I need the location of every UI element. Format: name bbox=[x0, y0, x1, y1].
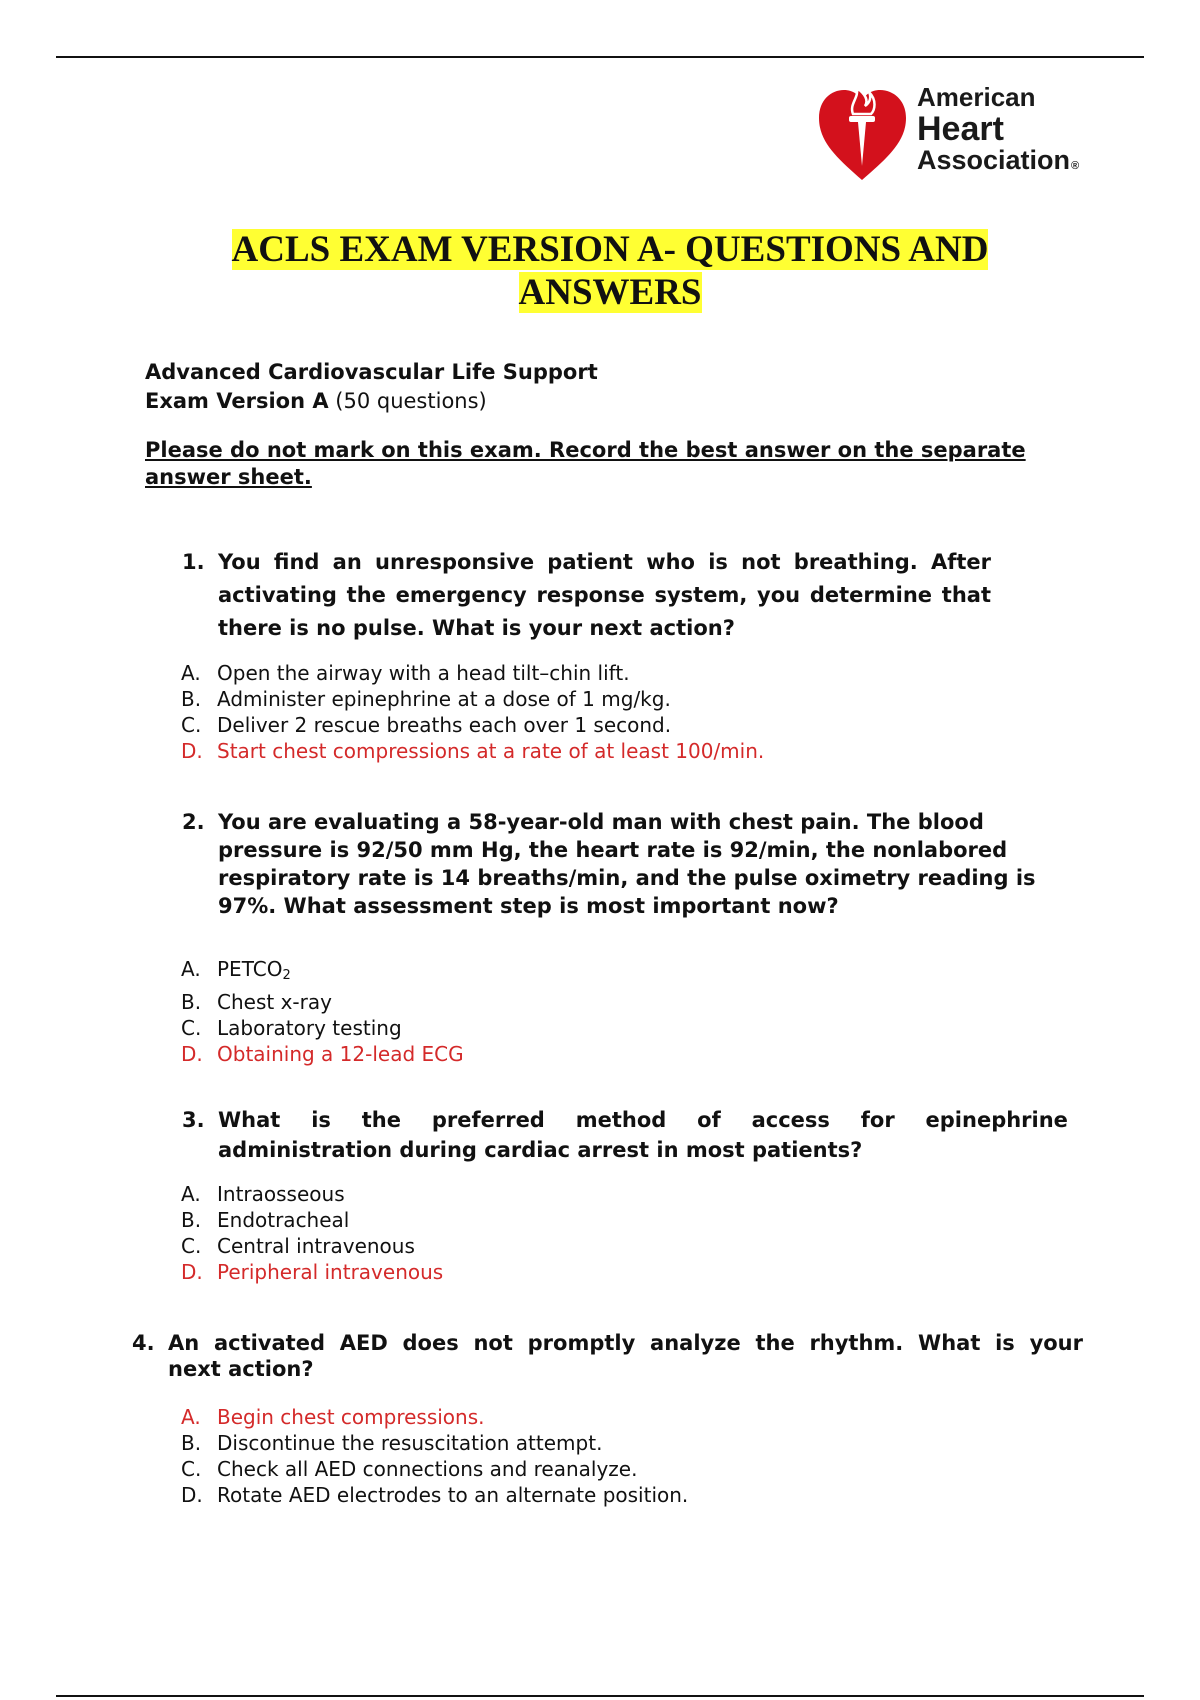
subtitle-version bbox=[145, 387, 598, 416]
option-letter: D. bbox=[181, 1260, 203, 1284]
word: An bbox=[168, 1331, 200, 1355]
option-letter: C. bbox=[181, 713, 202, 737]
option-text: Obtaining a 12-lead ECG bbox=[217, 1042, 464, 1066]
logo-association-text: Association bbox=[917, 145, 1071, 175]
aha-logo bbox=[815, 70, 1095, 185]
option-b bbox=[181, 989, 464, 1015]
word: does bbox=[402, 1331, 459, 1355]
registered-mark: ® bbox=[1071, 160, 1080, 172]
question-2 bbox=[182, 808, 1048, 920]
option-a bbox=[181, 1181, 443, 1207]
option-letter: A. bbox=[181, 1405, 201, 1429]
option-text: Discontinue the resuscitation attempt. bbox=[217, 1431, 603, 1455]
option-d-correct bbox=[181, 738, 764, 764]
option-a bbox=[181, 660, 764, 686]
question-4 bbox=[132, 1330, 1083, 1382]
option-text: Central intravenous bbox=[217, 1234, 415, 1258]
option-subscript: 2 bbox=[282, 968, 291, 983]
word: your bbox=[1029, 1331, 1083, 1355]
question-3-options bbox=[181, 1181, 443, 1285]
option-text: Open the airway with a head tilt–chin lift. bbox=[217, 661, 630, 685]
word: activated bbox=[213, 1331, 325, 1355]
option-letter: D. bbox=[181, 739, 203, 763]
option-text: Begin chest compressions. bbox=[217, 1405, 485, 1429]
question-4-options bbox=[181, 1404, 688, 1508]
option-text: Rotate AED electrodes to an alternate position. bbox=[217, 1483, 689, 1507]
question-number: 1. bbox=[182, 550, 205, 574]
option-text: Administer epinephrine at a dose of 1 mg/kg. bbox=[217, 687, 671, 711]
option-d-correct bbox=[181, 1041, 464, 1067]
option-letter: B. bbox=[181, 1431, 202, 1455]
option-b bbox=[181, 1430, 688, 1456]
question-text-line-1 bbox=[168, 1330, 1083, 1356]
option-text: Laboratory testing bbox=[217, 1016, 402, 1040]
question-1-options bbox=[181, 660, 764, 764]
word: analyze bbox=[650, 1331, 741, 1355]
logo-line-heart: Heart bbox=[917, 110, 1004, 148]
bottom-rule bbox=[56, 1695, 1144, 1697]
option-letter: D. bbox=[181, 1042, 203, 1066]
option-c bbox=[181, 712, 764, 738]
logo-line-american: American bbox=[917, 82, 1036, 112]
option-text: PETCO bbox=[217, 957, 283, 981]
option-text: Intraosseous bbox=[217, 1182, 345, 1206]
word: promptly bbox=[527, 1331, 636, 1355]
option-d bbox=[181, 1482, 688, 1508]
word: AED bbox=[339, 1331, 388, 1355]
word: What bbox=[218, 1108, 281, 1132]
option-letter: A. bbox=[181, 661, 201, 685]
word: access bbox=[751, 1108, 830, 1132]
option-c bbox=[181, 1456, 688, 1482]
word: for bbox=[860, 1108, 895, 1132]
word: is bbox=[311, 1108, 331, 1132]
question-text: You are evaluating a 58-year-old man with chest pain. The blood pressure is 92/50 mm Hg, the heart rate is 92/min, the nonlabored respiratory rate is 14 breaths/min, and the pulse oximetry reading is 97%. What assessment step is most important now? bbox=[218, 810, 1036, 918]
subtitle-course: Advanced Cardiovascular Life Support bbox=[145, 360, 598, 384]
option-letter: D. bbox=[181, 1483, 203, 1507]
option-text: Check all AED connections and reanalyze. bbox=[217, 1457, 638, 1481]
option-a bbox=[181, 956, 464, 989]
question-number: 4. bbox=[132, 1331, 155, 1355]
word: not bbox=[473, 1331, 513, 1355]
word: of bbox=[697, 1108, 721, 1132]
word: the bbox=[755, 1331, 795, 1355]
word: method bbox=[575, 1108, 667, 1132]
option-letter: B. bbox=[181, 687, 202, 711]
option-b bbox=[181, 1207, 443, 1233]
title-line-1: ACLS EXAM VERSION A- QUESTIONS AND bbox=[231, 229, 989, 270]
question-text-line-2: administration during cardiac arrest in most patients? bbox=[218, 1138, 863, 1162]
word: is bbox=[995, 1331, 1015, 1355]
word: rhythm. bbox=[809, 1331, 904, 1355]
question-text-line-1 bbox=[218, 1105, 1068, 1135]
option-text: Chest x-ray bbox=[217, 990, 332, 1014]
option-text: Peripheral intravenous bbox=[217, 1260, 444, 1284]
option-letter: C. bbox=[181, 1016, 202, 1040]
subtitle-question-count: (50 questions) bbox=[328, 389, 487, 413]
word: epinephrine bbox=[925, 1108, 1068, 1132]
title-line-2: ANSWERS bbox=[518, 272, 702, 313]
option-letter: C. bbox=[181, 1234, 202, 1258]
word: the bbox=[361, 1108, 401, 1132]
option-letter: A. bbox=[181, 957, 201, 981]
question-3 bbox=[182, 1105, 1068, 1165]
option-letter: B. bbox=[181, 990, 202, 1014]
option-text: Start chest compressions at a rate of at least 100/min. bbox=[217, 739, 765, 763]
word: What bbox=[918, 1331, 981, 1355]
word: preferred bbox=[431, 1108, 545, 1132]
subtitle-version-label: Exam Version A bbox=[145, 389, 329, 413]
top-rule bbox=[56, 56, 1144, 58]
question-text: You find an unresponsive patient who is not breathing. After activating the emergency response system, you determine that there is no pulse. What is your next action? bbox=[218, 550, 991, 640]
question-number: 3. bbox=[182, 1108, 205, 1132]
option-a-correct bbox=[181, 1404, 688, 1430]
option-c bbox=[181, 1233, 443, 1259]
option-letter: B. bbox=[181, 1208, 202, 1232]
option-text: Deliver 2 rescue breaths each over 1 second. bbox=[217, 713, 672, 737]
exam-subtitle bbox=[145, 358, 598, 416]
exam-instruction: Please do not mark on this exam. Record the best answer on the separate answer sheet. bbox=[145, 438, 1026, 489]
option-letter: C. bbox=[181, 1457, 202, 1481]
question-1 bbox=[182, 546, 991, 645]
option-c bbox=[181, 1015, 464, 1041]
question-text-line-2: next action? bbox=[168, 1357, 314, 1381]
heart-torch-icon bbox=[815, 70, 910, 185]
option-letter: A. bbox=[181, 1182, 201, 1206]
option-b bbox=[181, 686, 764, 712]
question-number: 2. bbox=[182, 810, 205, 834]
logo-line-association bbox=[917, 147, 1079, 174]
option-text: Endotracheal bbox=[217, 1208, 350, 1232]
option-d-correct bbox=[181, 1259, 443, 1285]
page-title bbox=[150, 228, 1070, 314]
question-2-options bbox=[181, 956, 464, 1067]
logo-wordmark bbox=[917, 84, 1079, 174]
